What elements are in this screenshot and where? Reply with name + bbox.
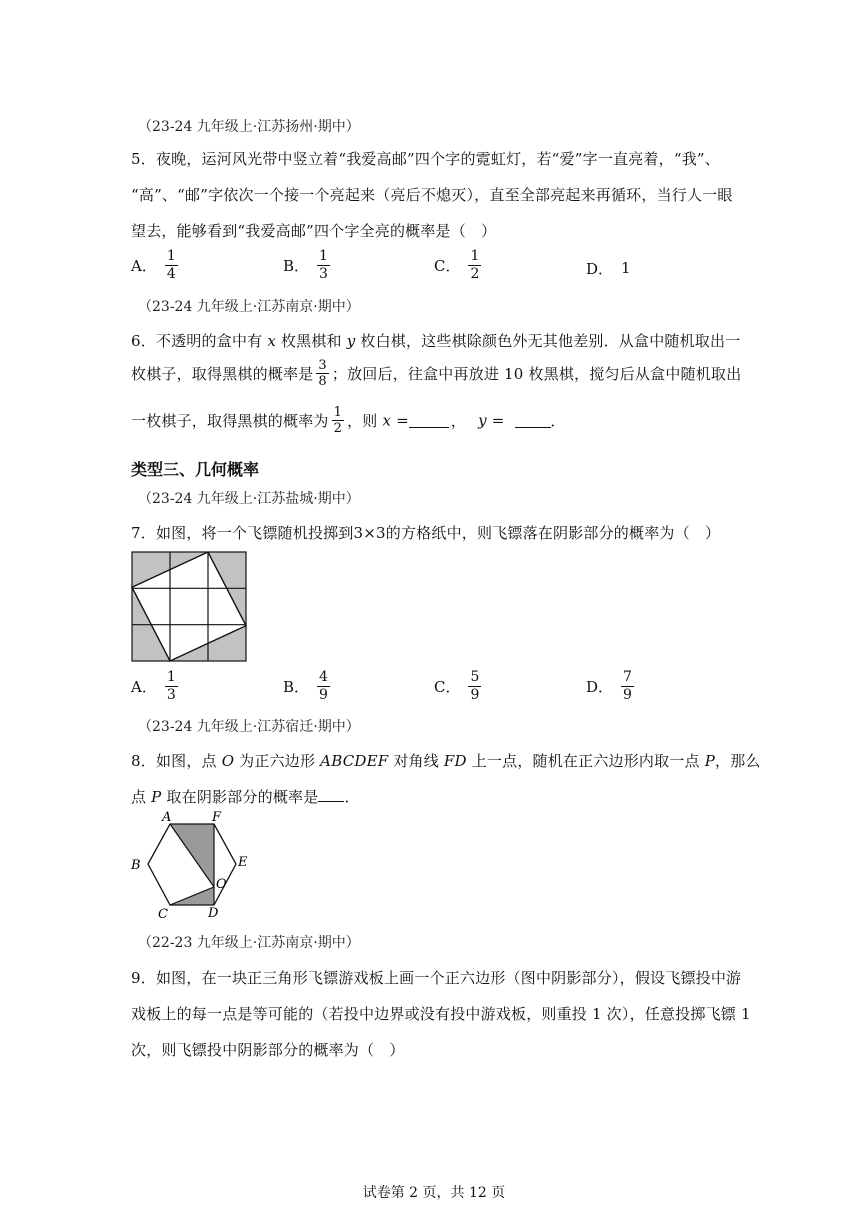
q5-text-line3: 望去，能够看到“我爱高邮”四个字全亮的概率是（ ）	[131, 222, 497, 240]
source-note-q9: （22-23 九年级上·江苏南京·期中）	[138, 935, 360, 951]
q9-text-line1: 9．如图，在一块正三角形飞镖游戏板上画一个正六边形（图中阴影部分），假设飞镖投中游	[131, 969, 742, 987]
q5-option-c: C． $\frac{1}{2}$	[434, 248, 480, 282]
q9-text-line3: 次，则飞镖投中阴影部分的概率为（ ）	[131, 1041, 405, 1059]
section-title: 类型三、几何概率	[131, 460, 260, 479]
source-note-q8: （23-24 九年级上·江苏宿迁·期中）	[138, 719, 360, 735]
label-B: B	[131, 858, 141, 873]
q7-option-b: B． $\frac{4}{9}$	[283, 669, 328, 703]
q8-hexagon-figure	[128, 808, 250, 924]
q5-option-d: D． 1	[586, 258, 631, 278]
source-note-q5: （23-24 九年级上·江苏扬州·期中）	[138, 119, 360, 135]
label-D: D	[208, 906, 219, 921]
answer-blank-q8[interactable]	[318, 787, 344, 802]
page-footer: 试卷第 2 页，共 12 页	[362, 1185, 506, 1201]
q6-text-line2: 枚棋子，取得黑棋的概率是 $\frac{3}{8}$ ；放回后，往盒中再放进 10 枚黑棋，搅匀后从盒中随机取出	[131, 358, 742, 389]
q7-option-c: C． $\frac{5}{9}$	[434, 669, 480, 703]
label-A: A	[162, 810, 172, 825]
q7-option-a: A． $\frac{1}{3}$	[131, 669, 176, 703]
source-note-q7: （23-24 九年级上·江苏盐城·期中）	[138, 491, 360, 507]
q5-text-line1: 5．夜晚，运河风光带中竖立着“我爱高邮”四个字的霓虹灯，若“爱”字一直亮着，“我”、	[131, 150, 720, 168]
q9-text-line2: 戏板上的每一点是等可能的（若投中边界或没有投中游戏板，则重投 1 次），任意投掷飞镖 1	[131, 1005, 751, 1023]
label-C: C	[158, 907, 168, 922]
fraction: $\frac{3}{8}$	[318, 358, 327, 389]
q5-option-a: A． $\frac{1}{4}$	[131, 248, 176, 282]
q6-text-line3: 一枚棋子，取得黑棋的概率为 $\frac{1}{2}$ ，则 x = ， y = ．	[131, 405, 566, 436]
answer-blank-y[interactable]	[515, 413, 551, 428]
fraction: $\frac{5}{9}$	[470, 669, 480, 703]
fraction: $\frac{1}{3}$	[319, 248, 328, 282]
fraction: $\frac{1}{2}$	[470, 248, 480, 282]
q7-text-line1: 7．如图，将一个飞镖随机投掷到3×3的方格纸中，则飞镖落在阴影部分的概率为（ ）	[131, 524, 721, 542]
q8-text-line2: 点 P 取在阴影部分的概率是 ．	[131, 788, 360, 806]
fraction: $\frac{1}{2}$	[333, 405, 343, 436]
q8-text-line1: 8．如图，点 O 为正六边形 ABCDEF 对角线 FD 上一点，随机在正六边形内取一点 P，那么	[131, 752, 761, 770]
label-F: F	[212, 810, 222, 825]
fraction: $\frac{1}{3}$	[166, 669, 176, 703]
q5-text-line2: “高”、“邮”字依次一个接一个亮起来（亮后不熄灭），直至全部亮起来再循环，当行人一眼	[131, 186, 733, 204]
fraction: $\frac{7}{9}$	[623, 669, 632, 703]
q7-grid-figure	[131, 551, 248, 663]
answer-blank-x[interactable]	[409, 413, 449, 428]
q6-text-line1: 6．不透明的盒中有 x 枚黑棋和 y 枚白棋，这些棋除颜色外无其他差别．从盒中随机取出一	[131, 332, 741, 350]
q7-option-d: D． $\frac{7}{9}$	[586, 669, 632, 703]
label-O: O	[216, 877, 227, 892]
source-note-q6: （23-24 九年级上·江苏南京·期中）	[138, 299, 360, 315]
fraction: $\frac{1}{4}$	[166, 248, 176, 282]
label-E: E	[238, 855, 248, 870]
q5-option-b: B． $\frac{1}{3}$	[283, 248, 328, 282]
fraction: $\frac{4}{9}$	[319, 669, 328, 703]
